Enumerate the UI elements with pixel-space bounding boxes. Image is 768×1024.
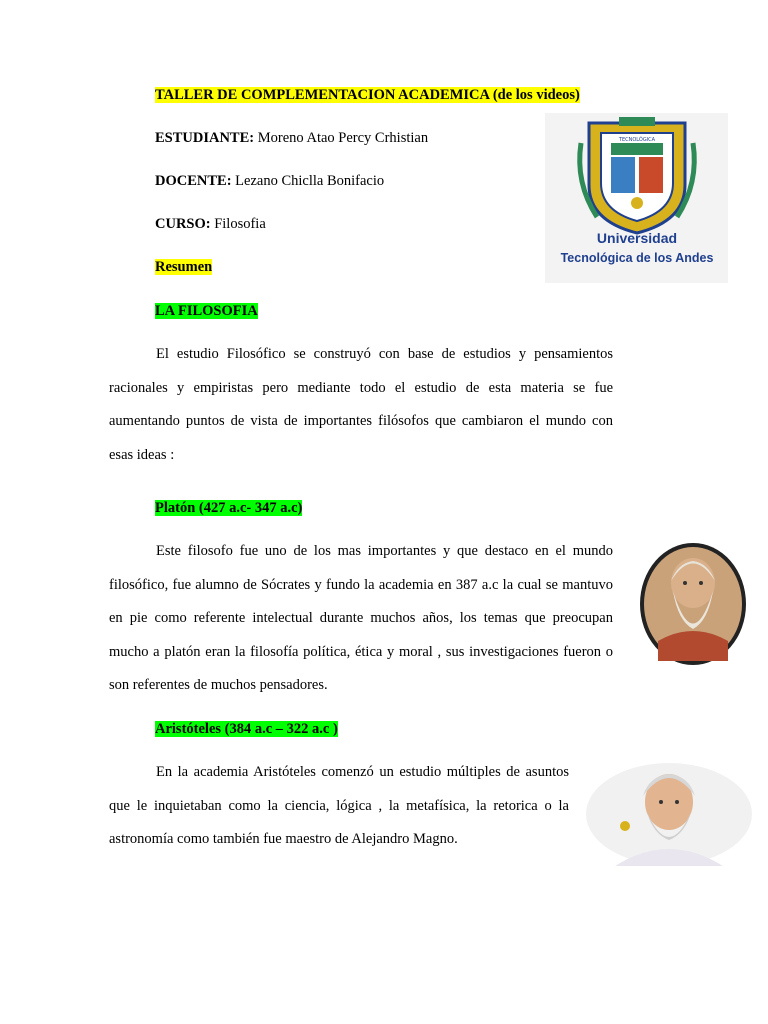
plato-portrait xyxy=(638,541,748,667)
student-value: Moreno Atao Percy Crhistian xyxy=(254,130,429,146)
aristotle-heading-text: Aristóteles (384 a.c – 322 a.c ) xyxy=(155,721,338,737)
teacher-value: Lezano Chiclla Bonifacio xyxy=(231,173,385,189)
seal-text: TECNOLÓGICA xyxy=(618,137,656,143)
course-value: Filosofia xyxy=(210,216,266,232)
plato-heading-text: Platón (427 a.c- 347 a.c) xyxy=(155,500,303,516)
document-title xyxy=(155,86,580,104)
document-title-text: TALLER DE COMPLEMENTACION ACADEMICA (de los videos) xyxy=(155,87,580,103)
student-label: ESTUDIANTE: xyxy=(155,130,255,146)
intro-paragraph xyxy=(109,338,613,472)
teacher-line xyxy=(155,172,384,190)
course-label: CURSO: xyxy=(155,216,211,232)
intro-paragraph-text: El estudio Filosófico se construyó con base de estudios y pensamientos racionales y empiristas pero mediante todo el estudio de esta materia se fue aumentando puntos de vista de importantes filósofos que cambiaron el mundo con esas ideas : xyxy=(109,346,613,463)
aristotle-paragraph xyxy=(109,756,569,857)
plato-bust-icon xyxy=(638,541,748,667)
university-seal-icon xyxy=(545,113,728,283)
logo-line-2: Tecnológica de los Andes xyxy=(560,251,714,265)
summary-heading xyxy=(155,258,212,276)
student-line xyxy=(155,129,428,147)
course-line xyxy=(155,215,266,233)
university-logo xyxy=(545,113,728,283)
section-heading xyxy=(155,302,258,320)
section-title: LA FILOSOFIA xyxy=(155,303,258,319)
aristotle-paragraph-text: En la academia Aristóteles comenzó un estudio múltiples de asuntos que le inquietaban como la ciencia, lógica , la metafísica, la retorica o la astronomía como también fue maestro de Alejandro Magno. xyxy=(109,764,569,847)
plato-paragraph xyxy=(109,535,613,703)
aristotle-heading xyxy=(155,720,338,738)
aristotle-bust-icon xyxy=(585,762,753,866)
logo-line-1: Universidad xyxy=(596,230,678,246)
aristotle-portrait xyxy=(585,762,753,866)
teacher-label: DOCENTE: xyxy=(155,173,232,189)
plato-heading xyxy=(155,499,302,517)
plato-paragraph-text: Este filosofo fue uno de los mas importantes y que destaco en el mundo filosófico, fue alumno de Sócrates y fundo la academia en 387 a.c la cual se mantuvo en pie como referente intelectual durante muchos años, los temas que preocupan mucho a platón eran la filosofía política, ética y moral , sus investigaciones fueron o son referentes de muchos pensadores. xyxy=(109,543,613,693)
summary-label: Resumen xyxy=(155,259,213,275)
